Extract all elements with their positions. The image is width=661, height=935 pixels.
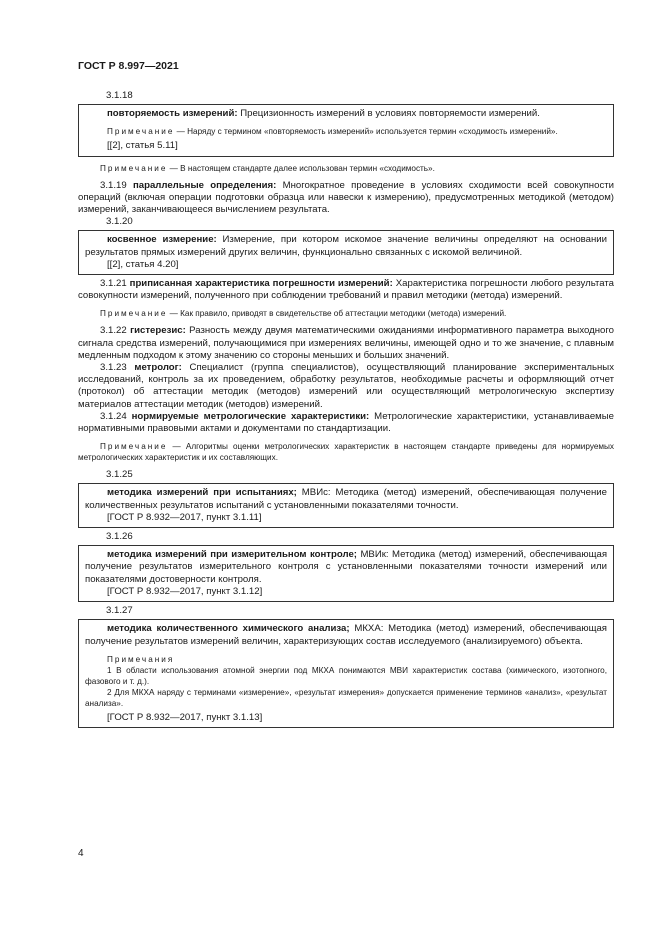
definition-text: МВИс: Методика (метод) измерений, обеспечивающая получение количественных результатов испытаний с установленными показателями точности.: [85, 487, 607, 511]
notes-label: Примечания: [107, 654, 175, 664]
document-header: ГОСТ Р 8.997—2021: [78, 60, 179, 72]
term-name: метролог:: [134, 362, 182, 374]
notes-heading: [85, 654, 607, 665]
note-text: — В настоящем стандарте далее использован термин «сходимость».: [167, 163, 435, 173]
term-definition: [85, 623, 607, 647]
term-name: косвенное измерение:: [107, 234, 217, 246]
note-label: Примечание: [107, 127, 175, 137]
term-paragraph-3-1-21: [78, 278, 614, 302]
note-label: Примечание: [100, 163, 168, 173]
term-name: повторяемость измерений:: [107, 108, 238, 120]
term-note: [85, 126, 607, 137]
term-definition: [85, 234, 607, 258]
definition-text: Специалист (группа специалистов), осуществляющий планирование экспериментальных исследований, контроль за их проведением, обработку результатов, необходимые расчеты и оформляющий отчет (протокол) об аттестации методик (методов) измерений или осуществляющий метрологическую экспертизу материалов аттестации методик (методов) измерений.: [78, 362, 614, 410]
term-paragraph-3-1-23: [78, 362, 614, 411]
term-name: методика измерений при испытаниях;: [107, 487, 297, 499]
term-paragraph-3-1-24: [78, 411, 614, 435]
term-number: 3.1.22: [100, 325, 127, 337]
note-label: Примечание: [100, 442, 168, 452]
term-box-3-1-26: [78, 545, 614, 602]
term-box-3-1-18: [78, 104, 614, 156]
general-note: [78, 163, 614, 174]
term-number-3-1-27: 3.1.27: [106, 605, 133, 617]
general-note: [78, 441, 614, 463]
term-name: нормируемые метрологические характеристики:: [131, 410, 370, 422]
note-text: — Наряду с термином «повторяемость измерений» используется термин «сходимость измерений».: [174, 127, 558, 137]
term-number-3-1-18: 3.1.18: [106, 90, 133, 101]
term-paragraph-3-1-22: [78, 325, 614, 362]
term-source: [ГОСТ Р 8.932—2017, пункт 3.1.12]: [107, 585, 263, 597]
term-definition: [85, 487, 607, 511]
term-box-3-1-20: [78, 230, 614, 275]
term-name: параллельные определения:: [132, 179, 277, 191]
term-box-3-1-27: [78, 619, 614, 728]
term-definition: [85, 549, 607, 586]
term-name: приписанная характеристика погрешности измерений:: [129, 278, 393, 290]
term-number: 3.1.24: [100, 410, 127, 422]
definition-text: МВИк: Методика (метод) измерений, обеспечивающая получение результатов измерительного контроля с установленными показателями точности измерений или показателями достоверности контроля.: [85, 549, 608, 585]
definition-text: Многократное проведение в условиях сходимости всей совокупности операций (включая операции подготовки образца или навески к измерению), предусмотренных методикой (методом) измерений, заканчивающееся вычислением результата.: [78, 179, 614, 216]
term-source: [[2], статья 4.20]: [107, 258, 179, 270]
term-number-3-1-25: 3.1.25: [106, 469, 133, 481]
term-number: 3.1.21: [100, 278, 127, 290]
term-source: [ГОСТ Р 8.932—2017, пункт 3.1.13]: [107, 711, 263, 723]
note-label: Примечание: [100, 309, 168, 319]
term-box-3-1-25: [78, 483, 614, 528]
definition-text: Разность между двумя математическими ожиданиями информативного параметра выходного сигнала средства измерений, получающимися при измерениях величины, имеющей одно и то же значение, с плавным медленным подходом к этому значению со стороны меньших и больших значений.: [78, 325, 614, 361]
term-definition: [85, 108, 607, 120]
term-name: методика количественного химического анализа;: [107, 623, 350, 635]
term-note-1: 1 В области использования атомной энергии под МКХА понимаются МВИ характеристик состава (химического, изотопного, фазового и т. д.).: [85, 665, 607, 686]
term-number: 3.1.23: [100, 362, 127, 374]
page-number: 4: [78, 848, 84, 859]
term-name: гистерезис:: [130, 325, 186, 337]
term-paragraph-3-1-19: [78, 180, 614, 217]
note-text: — Алгоритмы оценки метрологических характеристик в настоящем стандарте приведены для нормируемых метрологических характеристик и их составляющих.: [78, 442, 614, 463]
term-number-3-1-26: 3.1.26: [106, 531, 133, 543]
term-number: 3.1.19: [100, 179, 127, 191]
term-number-3-1-20: 3.1.20: [106, 216, 133, 228]
term-note-2: 2 Для МКХА наряду с терминами «измерение», «результат измерения» допускается применение терминов «анализ», «результат анализа».: [85, 687, 607, 708]
document-body: [78, 90, 614, 731]
term-name: методика измерений при измерительном контроле;: [107, 549, 357, 561]
general-note: [78, 308, 614, 319]
definition-text: МКХА: Методика (метод) измерений, обеспечивающая получение результатов измерений величин, характеризующих состав исследуемого (анализируемого) объекта.: [85, 623, 607, 647]
note-text: — Как правило, приводят в свидетельстве об аттестации методики (метода) измерений.: [167, 309, 507, 319]
definition-text: Прецизионность измерений в условиях повторяемости измерений.: [237, 108, 540, 120]
definition-text: Характеристика погрешности любого результата совокупности измерений, полученного при соблюдении требований и правил методики (метода) измерений.: [78, 278, 614, 302]
definition-text: Метрологические характеристики, устанавливаемые нормативными правовыми актами и документами по стандартизации.: [78, 410, 615, 435]
term-source: [[2], статья 5.11]: [107, 140, 178, 152]
term-source: [ГОСТ Р 8.932—2017, пункт 3.1.11]: [107, 511, 262, 523]
definition-text: Измерение, при котором искомое значение величины определяют на основании результатов прямых измерений других величин, функционально связанных с искомой величиной.: [85, 234, 607, 258]
